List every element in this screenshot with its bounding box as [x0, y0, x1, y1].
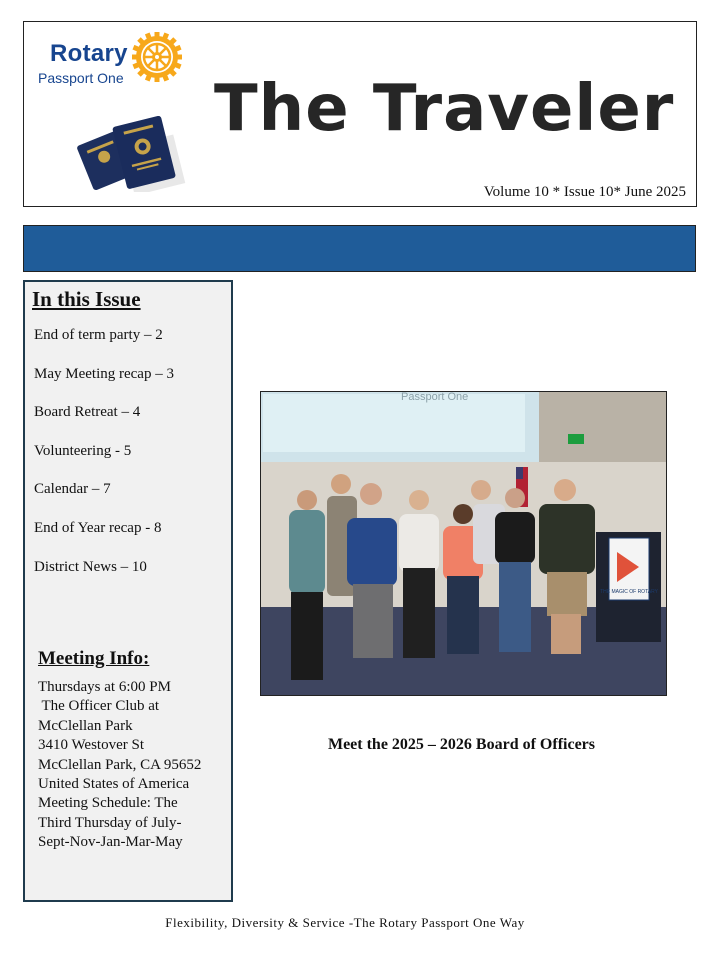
toc-item-may-meeting-recap: May Meeting recap – 3	[34, 365, 174, 382]
rotary-logo-subtitle: Passport One	[38, 70, 124, 86]
banner-text: THE MAGIC OF ROTARY	[600, 589, 658, 595]
group-photo-illustration	[261, 392, 667, 696]
header-banner-bar	[23, 225, 696, 272]
toc-item-volunteering: Volunteering - 5	[34, 442, 132, 459]
in-this-issue-sidebar	[23, 280, 233, 902]
photo-caption: Meet the 2025 – 2026 Board of Officers	[327, 736, 596, 753]
toc-item-district-news: District News – 10	[34, 558, 147, 575]
meeting-country: United States of America	[38, 776, 190, 793]
masthead	[23, 21, 697, 207]
toc-item-calendar: Calendar – 7	[34, 481, 111, 498]
meeting-info-details	[38, 678, 228, 853]
passports-icon	[76, 116, 186, 192]
newsletter-title: The Traveler	[214, 72, 675, 146]
footer-tagline: Flexibility, Diversity & Service -The Rotary Passport One Way	[165, 915, 525, 930]
screen-text: Passport One	[401, 392, 469, 403]
in-this-issue-heading: In this Issue	[32, 287, 141, 311]
meeting-schedule-line-3: Sept-Nov-Jan-Mar-May	[38, 834, 183, 851]
toc-item-board-retreat: Board Retreat – 4	[34, 404, 141, 421]
toc-item-end-of-year-recap: End of Year recap - 8	[34, 519, 162, 536]
meeting-schedule-line-2: Third Thursday of July-	[38, 814, 182, 831]
meeting-venue: The Officer Club at	[38, 698, 160, 715]
rotary-wheel-icon	[132, 32, 182, 82]
meeting-city: McClellan Park, CA 95652	[38, 756, 202, 773]
table-of-contents	[34, 326, 174, 596]
volume-issue-date: Volume 10 * Issue 10* June 2025	[483, 184, 686, 200]
meeting-venue-park: McClellan Park	[38, 717, 133, 734]
meeting-time: Thursdays at 6:00 PM	[38, 679, 171, 695]
meeting-info-heading: Meeting Info:	[38, 648, 150, 669]
toc-item-end-of-term-party: End of term party – 2	[34, 327, 163, 343]
rotary-logo-text: Rotary	[50, 40, 128, 67]
meeting-street: 3410 Westover St	[38, 737, 145, 754]
board-of-officers-photo	[260, 391, 667, 696]
meeting-schedule-line-1: Meeting Schedule: The	[38, 795, 178, 812]
